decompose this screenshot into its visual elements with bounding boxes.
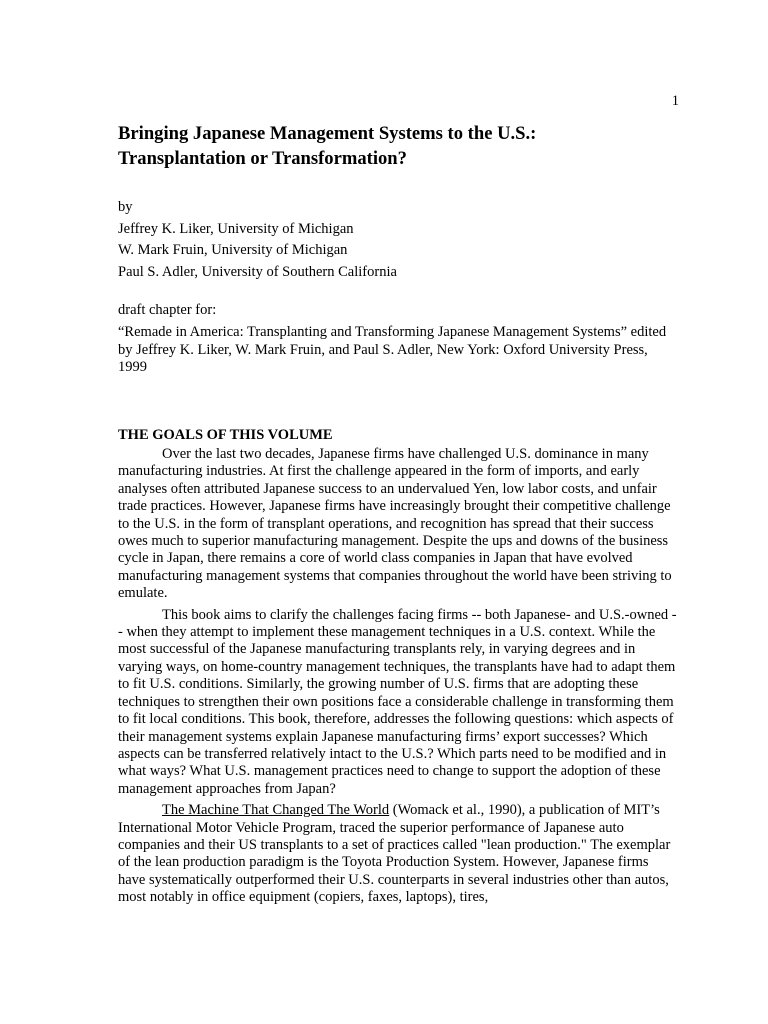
draft-citation: “Remade in America: Transplanting and Transforming Japanese Management Systems” edited by Jeffrey K. Liker, W. Mark Fruin, and Paul S. Adler, New York: Oxford University Press, 1999 <box>118 323 667 376</box>
byline-by: by <box>118 199 133 215</box>
byline <box>118 197 678 284</box>
section-heading: THE GOALS OF THIS VOLUME <box>118 427 333 443</box>
author-line: Paul S. Adler, University of Southern California <box>118 264 397 281</box>
draft-label: draft chapter for: <box>118 302 217 318</box>
title-line-1: Bringing Japanese Management Systems to the U.S.: <box>118 123 537 144</box>
document-title <box>118 121 678 171</box>
paragraph-3 <box>118 802 678 906</box>
paragraph-3-text: (Womack et al., 1990), a publication of MIT’s International Motor Vehicle Program, traced the superior performance of Japanese auto companies and their US transplants to a set of practices called "lean production." The exemplar of the lean production paradigm is the Toyota Production System. However, Japanese firms have systematically outperformed their U.S. counterparts in several industries other than autos, most notably in office equipment (copiers, faxes, laptops), tires, <box>118 802 671 906</box>
book-title: The Machine That Changed The World <box>162 802 390 819</box>
author-line: Jeffrey K. Liker, University of Michigan <box>118 220 354 237</box>
paragraph-1: Over the last two decades, Japanese firms have challenged U.S. dominance in many manufacturing industries. At first the challenge appeared in the form of imports, and early analyses often attributed Japanese success to an undervalued Yen, low labor costs, and unfair trade practices. However, Japanese firms have increasingly brought their competitive challenge to the U.S. in the form of transplant operations, and recognition has spread that their success owes much to superior manufacturing management. Despite the ups and downs of the business cycle in Japan, there remains a core of world class companies in Japan that have evolved manufacturing management systems that companies throughout the world have been striving to emulate. <box>118 446 672 602</box>
author-line: W. Mark Fruin, University of Michigan <box>118 242 348 259</box>
page-number: 1 <box>671 93 679 109</box>
body-text <box>118 446 678 911</box>
draft-note <box>118 302 678 377</box>
title-line-2: Transplantation or Transformation? <box>118 148 407 169</box>
paragraph-2: This book aims to clarify the challenges facing firms -- both Japanese- and U.S.-owned -- when they attempt to implement these management techniques in a U.S. context. While the most successful of the Japanese manufacturing transplants rely, in varying degrees and in varying ways, on home-country management techniques, the transplants have had to adapt them to fit U.S. conditions. Similarly, the growing number of U.S. firms that are adopting these techniques to strengthen their own positions face a considerable challenge in transforming them to fit local conditions. This book, therefore, addresses the following questions: which aspects of their management systems explain Japanese manufacturing firms’ export successes? Which aspects can be transferred relatively intact to the U.S.? Which parts need to be modified and in what ways? What U.S. management practices need to change to support the adoption of these management approaches from Japan? <box>118 606 677 797</box>
